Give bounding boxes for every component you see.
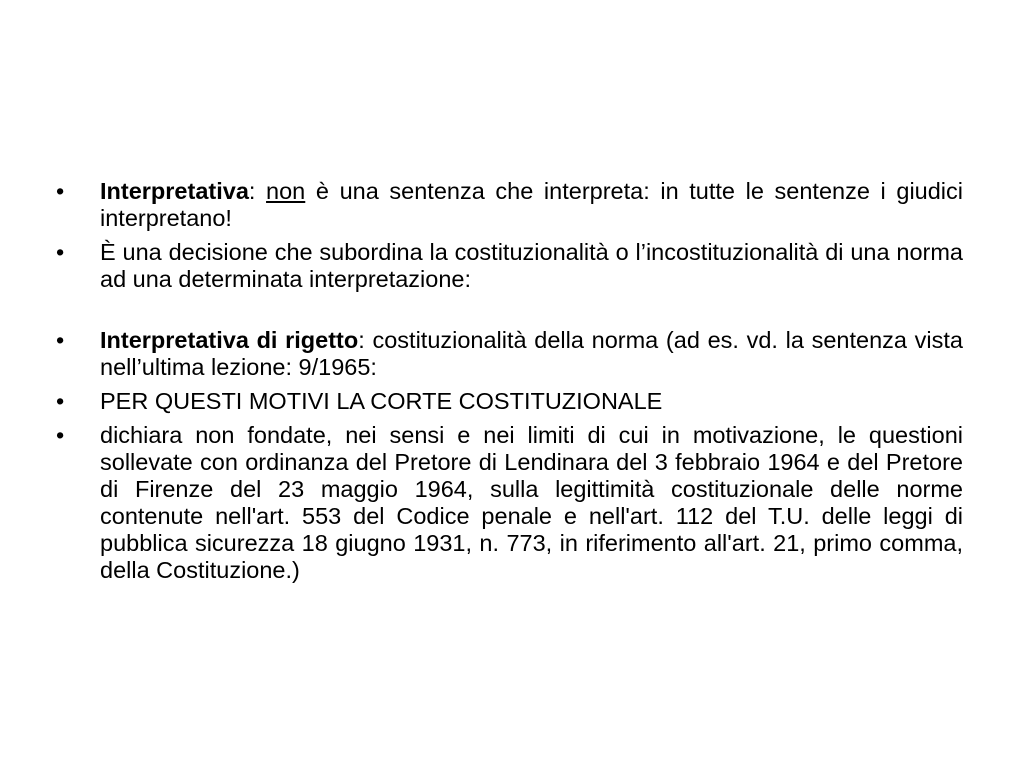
term-interpretativa: Interpretativa	[100, 178, 249, 204]
bullet-decisione	[56, 239, 963, 293]
term-colon: :	[248, 178, 267, 204]
bullet-interpretativa-di-rigetto	[56, 327, 963, 381]
bullet-marker: •	[56, 327, 65, 353]
bullet-text: PER QUESTI MOTIVI LA CORTE COSTITUZIONALE	[100, 388, 663, 414]
bullet-marker: •	[56, 239, 65, 265]
bullet-marker: •	[56, 388, 65, 414]
bullet-marker: •	[56, 422, 65, 448]
bullet-per-questi-motivi	[56, 388, 963, 415]
term-interpretativa-di-rigetto: Interpretativa di rigetto	[100, 327, 359, 353]
bullet-text: è una sentenza che interpreta: in tutte le sentenze i giudici interpretano!	[100, 178, 963, 231]
bullet-marker: •	[56, 178, 65, 204]
bullet-text: dichiara non fondate, nei sensi e nei limiti di cui in motivazione, le questioni sollevate con ordinanza del Pretore di Lendinara del 3 febbraio 1964 e del Pretore di Firenze del 23 maggio 1964, sulla legittimità costituzionale delle norme contenute nell'art. 553 del Codice penale e nell'art. 112 del T.U. delle leggi di pubblica sicurezza 18 giugno 1931, n. 773, in riferimento all'art. 21, primo comma, della Costituzione.)	[100, 422, 963, 583]
bullet-interpretativa	[56, 178, 963, 232]
emphasis-non: non	[266, 178, 306, 204]
bullet-list	[56, 178, 963, 591]
bullet-text: È una decisione che subordina la costituzionalità o l’incostituzionalità di una norma ad una determinata interpretazione:	[100, 239, 963, 292]
bullet-text: : costituzionalità della norma (ad es. vd. la sentenza vista nell’ultima lezione: 9/1965:	[100, 327, 963, 380]
bullet-dichiara	[56, 422, 963, 584]
